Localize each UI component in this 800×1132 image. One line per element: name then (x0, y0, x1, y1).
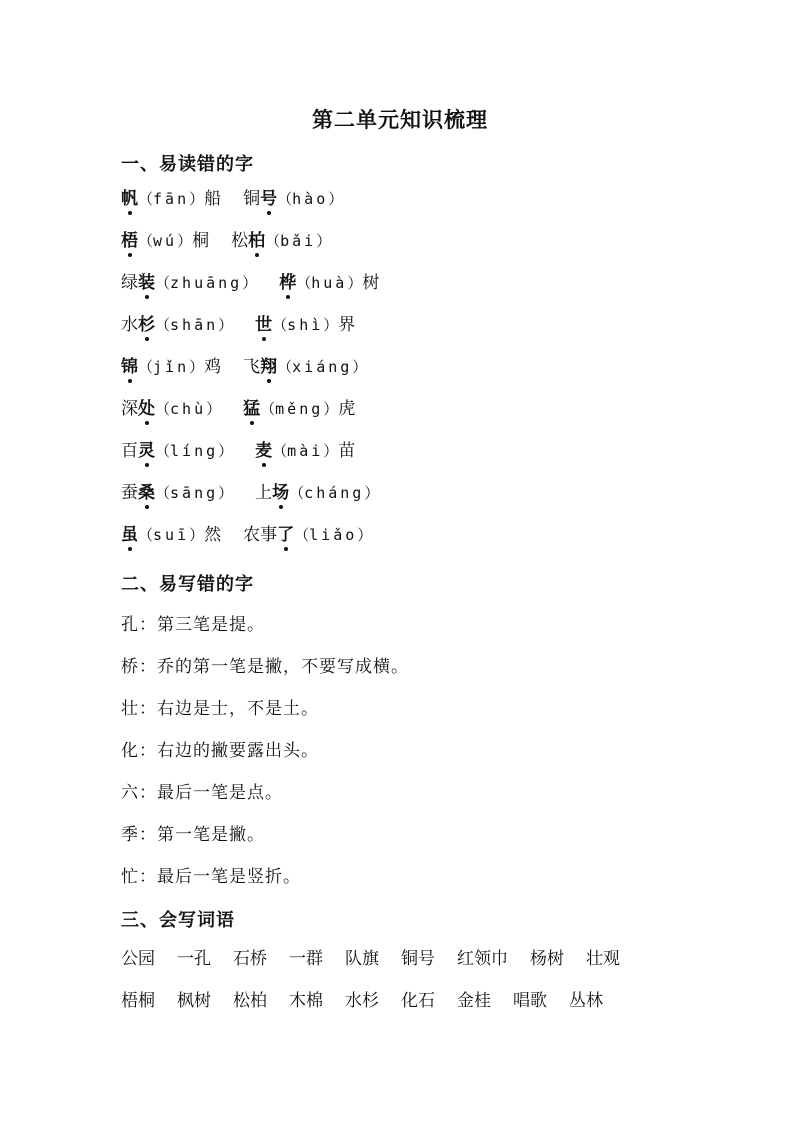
pinyin-entry (243, 394, 355, 419)
vocab-word: 公园 (121, 949, 155, 969)
close-paren: ） (323, 316, 339, 334)
pinyin-text: jǐn (153, 358, 190, 376)
close-paren: ） (242, 274, 258, 292)
writing-note: 孔：第三笔是提。 (121, 615, 265, 635)
pinyin-row (121, 478, 379, 503)
pinyin-entry (279, 268, 379, 293)
vocab-word: 一孔 (177, 949, 211, 969)
writing-note: 季：第一笔是撇。 (121, 825, 265, 845)
pinyin-text: bǎi (280, 232, 317, 250)
highlighted-character: 场 (272, 478, 289, 503)
page-title: 第二单元知识梳理 (312, 107, 488, 132)
writing-note: 桥：乔的第一笔是撇，不要写成横。 (121, 657, 409, 677)
highlighted-character: 装 (138, 268, 155, 293)
entry-suffix: 鸡 (204, 357, 222, 377)
entry-prefix: 绿 (121, 273, 138, 293)
close-paren: ） (218, 442, 234, 460)
pinyin-text: xiáng (292, 358, 353, 376)
writing-note: 六：最后一笔是点。 (121, 783, 283, 803)
pinyin-entry (121, 394, 221, 419)
pinyin-text: zhuāng (170, 274, 243, 292)
entry-suffix: 树 (362, 273, 380, 293)
entry-prefix: 深 (121, 399, 138, 419)
vocab-word: 一群 (289, 949, 323, 969)
entry-prefix: 农事 (243, 525, 278, 545)
entry-suffix: 船 (204, 189, 222, 209)
vocab-word: 队旗 (345, 949, 379, 969)
word-row (121, 944, 642, 969)
pinyin-row (121, 184, 343, 209)
open-paren: （ (138, 190, 154, 208)
open-paren: （ (289, 484, 305, 502)
pinyin-row (121, 268, 379, 293)
word-row (121, 986, 625, 1011)
entry-prefix: 上 (255, 483, 273, 503)
pinyin-entry (121, 478, 233, 503)
pinyin-row (121, 436, 355, 461)
entry-prefix: 百 (121, 441, 138, 461)
close-paren: ） (364, 484, 380, 502)
close-paren: ） (189, 526, 205, 544)
pinyin-text: měng (275, 400, 324, 418)
highlighted-character: 麦 (255, 436, 272, 461)
pinyin-row (121, 310, 355, 335)
close-paren: ） (352, 358, 368, 376)
highlighted-character: 号 (260, 184, 277, 209)
close-paren: ） (189, 190, 205, 208)
highlighted-character: 桦 (279, 268, 296, 293)
highlighted-character: 桑 (138, 478, 155, 503)
open-paren: （ (265, 232, 281, 250)
writing-note: 忙：最后一笔是竖折。 (121, 867, 301, 887)
entry-prefix: 水 (121, 315, 138, 335)
entry-suffix: 然 (204, 525, 222, 545)
close-paren: ） (218, 316, 234, 334)
entry-prefix: 蚕 (121, 483, 138, 503)
pinyin-row (121, 394, 355, 419)
pinyin-row (121, 226, 331, 251)
entry-suffix: 界 (338, 315, 356, 335)
entry-suffix: 虎 (338, 399, 356, 419)
open-paren: （ (138, 526, 154, 544)
vocab-word: 铜号 (401, 949, 435, 969)
pinyin-text: huà (311, 274, 348, 292)
pinyin-entry (121, 310, 233, 335)
open-paren: （ (277, 358, 293, 376)
writing-note: 化：右边的撇要露出头。 (121, 741, 319, 761)
vocab-word: 丛林 (569, 991, 603, 1011)
pinyin-text: mài (287, 442, 324, 460)
open-paren: （ (155, 274, 171, 292)
writing-note: 壮：右边是士，不是土。 (121, 699, 319, 719)
close-paren: ） (218, 484, 234, 502)
highlighted-character: 帆 (121, 184, 138, 209)
vocab-word: 枫树 (177, 991, 211, 1011)
pinyin-row (121, 352, 367, 377)
pinyin-entry (231, 226, 331, 251)
close-paren: ） (206, 400, 222, 418)
section2-heading: 二、易写错的字 (121, 574, 254, 595)
open-paren: （ (277, 190, 293, 208)
close-paren: ） (328, 190, 344, 208)
highlighted-character: 虽 (121, 520, 138, 545)
highlighted-character: 灵 (138, 436, 155, 461)
close-paren: ） (357, 526, 373, 544)
pinyin-entry (121, 520, 221, 545)
highlighted-character: 杉 (138, 310, 155, 335)
vocab-word: 唱歌 (513, 991, 547, 1011)
entry-prefix: 飞 (243, 357, 261, 377)
pinyin-entry (255, 310, 355, 335)
highlighted-character: 锦 (121, 352, 138, 377)
highlighted-character: 世 (255, 310, 272, 335)
highlighted-character: 翔 (260, 352, 277, 377)
pinyin-entry (121, 184, 221, 209)
pinyin-entry (255, 478, 379, 503)
pinyin-entry (243, 184, 343, 209)
pinyin-text: fān (153, 190, 190, 208)
vocab-word: 红领巾 (457, 949, 508, 969)
pinyin-text: sāng (170, 484, 219, 502)
pinyin-entry (121, 226, 209, 251)
pinyin-entry (121, 352, 221, 377)
pinyin-entry (121, 436, 233, 461)
entry-suffix: 苗 (338, 441, 356, 461)
pinyin-text: liǎo (309, 526, 358, 544)
pinyin-entry (255, 436, 355, 461)
entry-prefix: 松 (231, 231, 249, 251)
close-paren: ） (177, 232, 193, 250)
close-paren: ） (323, 442, 339, 460)
vocab-word: 木棉 (289, 991, 323, 1011)
open-paren: （ (155, 400, 171, 418)
highlighted-character: 了 (277, 520, 294, 545)
close-paren: ） (347, 274, 363, 292)
open-paren: （ (138, 232, 154, 250)
open-paren: （ (260, 400, 276, 418)
highlighted-character: 梧 (121, 226, 138, 251)
pinyin-text: shān (170, 316, 219, 334)
pinyin-text: chù (170, 400, 207, 418)
open-paren: （ (155, 442, 171, 460)
vocab-word: 梧桐 (121, 991, 155, 1011)
open-paren: （ (155, 316, 171, 334)
pinyin-text: hào (292, 190, 329, 208)
entry-prefix: 铜 (243, 189, 261, 209)
open-paren: （ (294, 526, 310, 544)
pinyin-text: wú (153, 232, 178, 250)
entry-suffix: 桐 (192, 231, 210, 251)
open-paren: （ (272, 316, 288, 334)
pinyin-entry (243, 520, 372, 545)
close-paren: ） (316, 232, 332, 250)
pinyin-row (121, 520, 372, 545)
open-paren: （ (155, 484, 171, 502)
open-paren: （ (272, 442, 288, 460)
pinyin-text: shì (287, 316, 324, 334)
highlighted-character: 柏 (248, 226, 265, 251)
close-paren: ） (189, 358, 205, 376)
section3-heading: 三、会写词语 (121, 910, 235, 931)
section1-heading: 一、易读错的字 (121, 154, 254, 175)
vocab-word: 化石 (401, 991, 435, 1011)
vocab-word: 金桂 (457, 991, 491, 1011)
vocab-word: 水杉 (345, 991, 379, 1011)
highlighted-character: 猛 (243, 394, 260, 419)
pinyin-text: líng (170, 442, 219, 460)
highlighted-character: 处 (138, 394, 155, 419)
pinyin-entry (121, 268, 257, 293)
pinyin-entry (243, 352, 367, 377)
vocab-word: 杨树 (530, 949, 564, 969)
pinyin-text: cháng (304, 484, 365, 502)
vocab-word: 壮观 (586, 949, 620, 969)
vocab-word: 石桥 (233, 949, 267, 969)
open-paren: （ (138, 358, 154, 376)
open-paren: （ (296, 274, 312, 292)
close-paren: ） (323, 400, 339, 418)
vocab-word: 松柏 (233, 991, 267, 1011)
pinyin-text: suī (153, 526, 190, 544)
